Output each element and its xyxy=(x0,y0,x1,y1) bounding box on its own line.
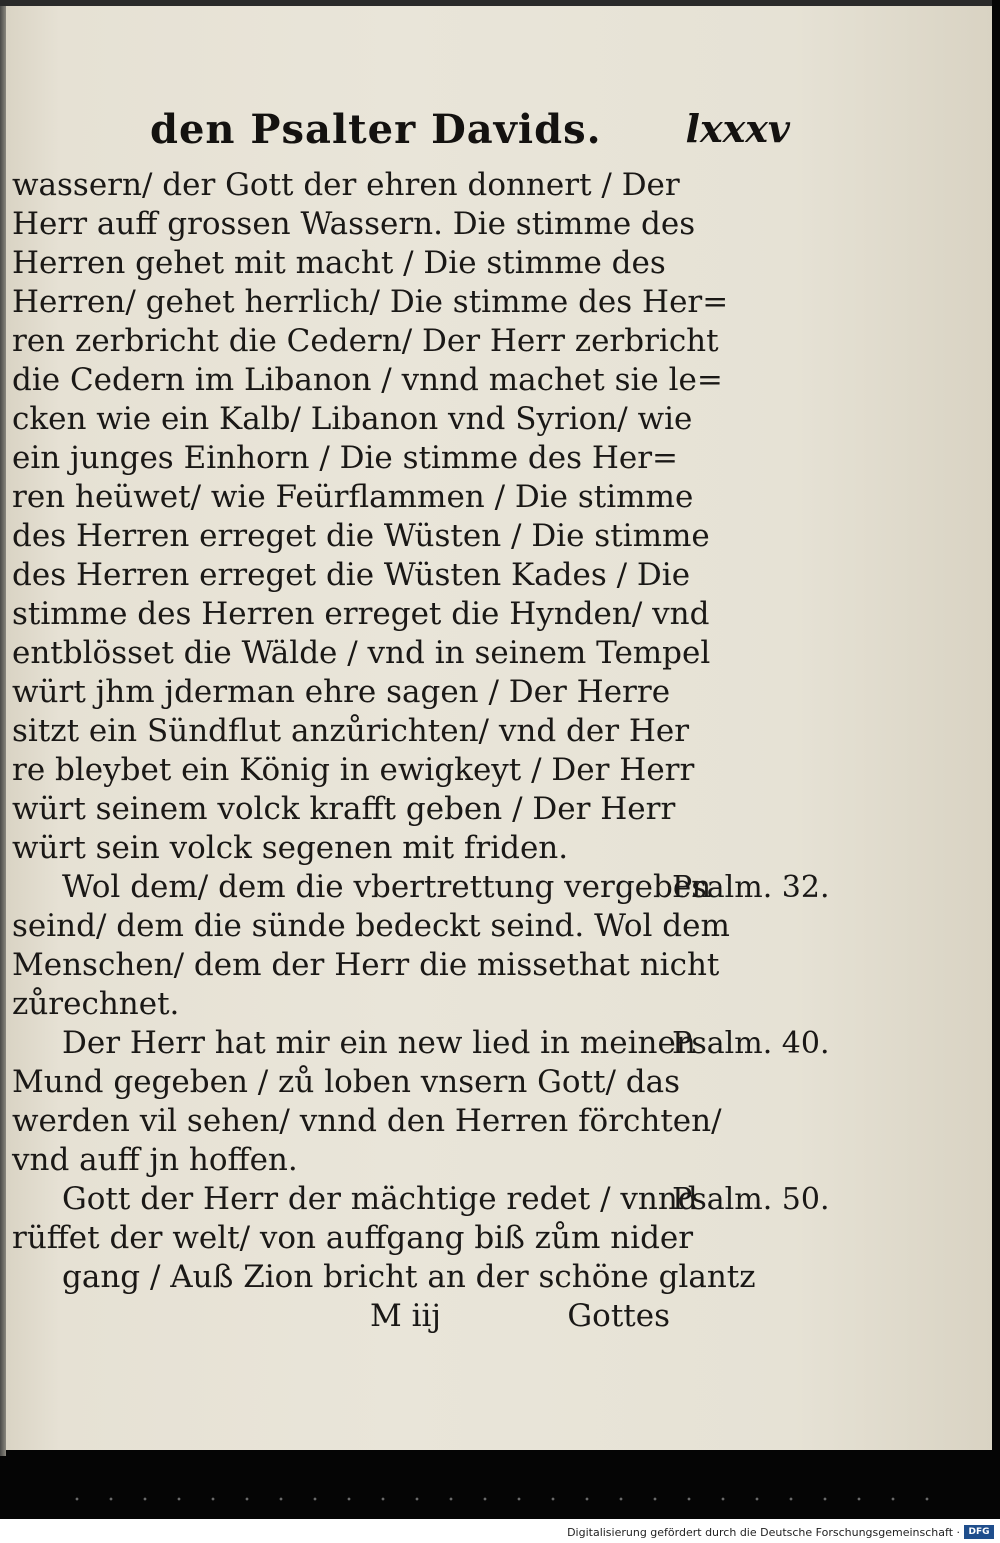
text-line: würt sein volck segenen mit friden. xyxy=(12,830,569,866)
text-line: Mund gegeben / zů loben vnsern Gott/ das xyxy=(12,1064,681,1100)
text-line: Menschen/ dem der Herr die missethat nicht xyxy=(12,947,720,983)
margin-note-psalm-40: Psalm. 40. xyxy=(672,1026,830,1061)
page-spine-edge xyxy=(0,6,6,1456)
text-line: gang / Auß Zion bricht an der schöne glantz xyxy=(62,1259,756,1295)
dfg-logo: DFG xyxy=(964,1525,994,1539)
catchword: Gottes xyxy=(567,1298,670,1334)
text-line: des Herren erreget die Wüsten / Die stimme xyxy=(12,518,710,554)
text-line: sitzt ein Sündflut anzůrichten/ vnd der Her xyxy=(12,713,690,749)
text-line: Herr auff grossen Wassern. Die stimme des xyxy=(12,206,696,242)
text-line: cken wie ein Kalb/ Libanon vnd Syrion/ wie xyxy=(12,401,693,437)
text-line: seind/ dem die sünde bedeckt seind. Wol dem xyxy=(12,908,730,944)
text-line: Gott der Herr der mächtige redet / vnnd xyxy=(62,1181,698,1217)
text-line: ein junges Einhorn / Die stimme des Her= xyxy=(12,440,679,476)
running-head-title: den Psalter Davids. xyxy=(150,106,602,153)
text-line: würt jhm jderman ehre sagen / Der Herre xyxy=(12,674,671,710)
text-line: Wol dem/ dem die vbertrettung vergeben xyxy=(62,869,712,905)
text-line: rüffet der welt/ von auffgang biß zům nider xyxy=(12,1220,694,1256)
catch-line xyxy=(370,1296,670,1336)
text-line: ren zerbricht die Cedern/ Der Herr zerbricht xyxy=(12,323,719,359)
text-line: wassern/ der Gott der ehren donnert / Der xyxy=(12,167,680,203)
text-line: re bleybet ein König in ewigkeyt / Der Herr xyxy=(12,752,695,788)
margin-note-psalm-50: Psalm. 50. xyxy=(672,1182,830,1217)
running-header xyxy=(150,106,790,162)
signature-mark: M iij xyxy=(370,1298,442,1334)
text-line: werden vil sehen/ vnnd den Herren förchten/ xyxy=(12,1103,722,1139)
text-line: Der Herr hat mir ein new lied in meinen xyxy=(62,1025,696,1061)
text-line: Herren/ gehet herrlich/ Die stimme des Her= xyxy=(12,284,729,320)
text-line: ren heüwet/ wie Feürflammen / Die stimme xyxy=(12,479,694,515)
scan-edge-dots xyxy=(60,1497,940,1501)
text-line: entblösset die Wälde / vnd in seinem Tempel xyxy=(12,635,711,671)
text-line: des Herren erreget die Wüsten Kades / Die xyxy=(12,557,691,593)
funding-credit: Digitalisierung gefördert durch die Deutsche Forschungsgemeinschaft · xyxy=(567,1526,960,1539)
folio-number: lxxxv xyxy=(685,106,790,151)
text-line: vnd auff jn hoffen. xyxy=(12,1142,298,1178)
text-line: zůrechnet. xyxy=(12,986,180,1022)
text-line: stimme des Herren erreget die Hynden/ vnd xyxy=(12,596,710,632)
text-line: die Cedern im Libanon / vnnd machet sie le= xyxy=(12,362,723,398)
margin-note-psalm-32: Psalm. 32. xyxy=(672,870,830,905)
text-line: würt seinem volck krafft geben / Der Herr xyxy=(12,791,676,827)
credit-bar xyxy=(0,1519,1000,1543)
text-line: Herren gehet mit macht / Die stimme des xyxy=(12,245,666,281)
